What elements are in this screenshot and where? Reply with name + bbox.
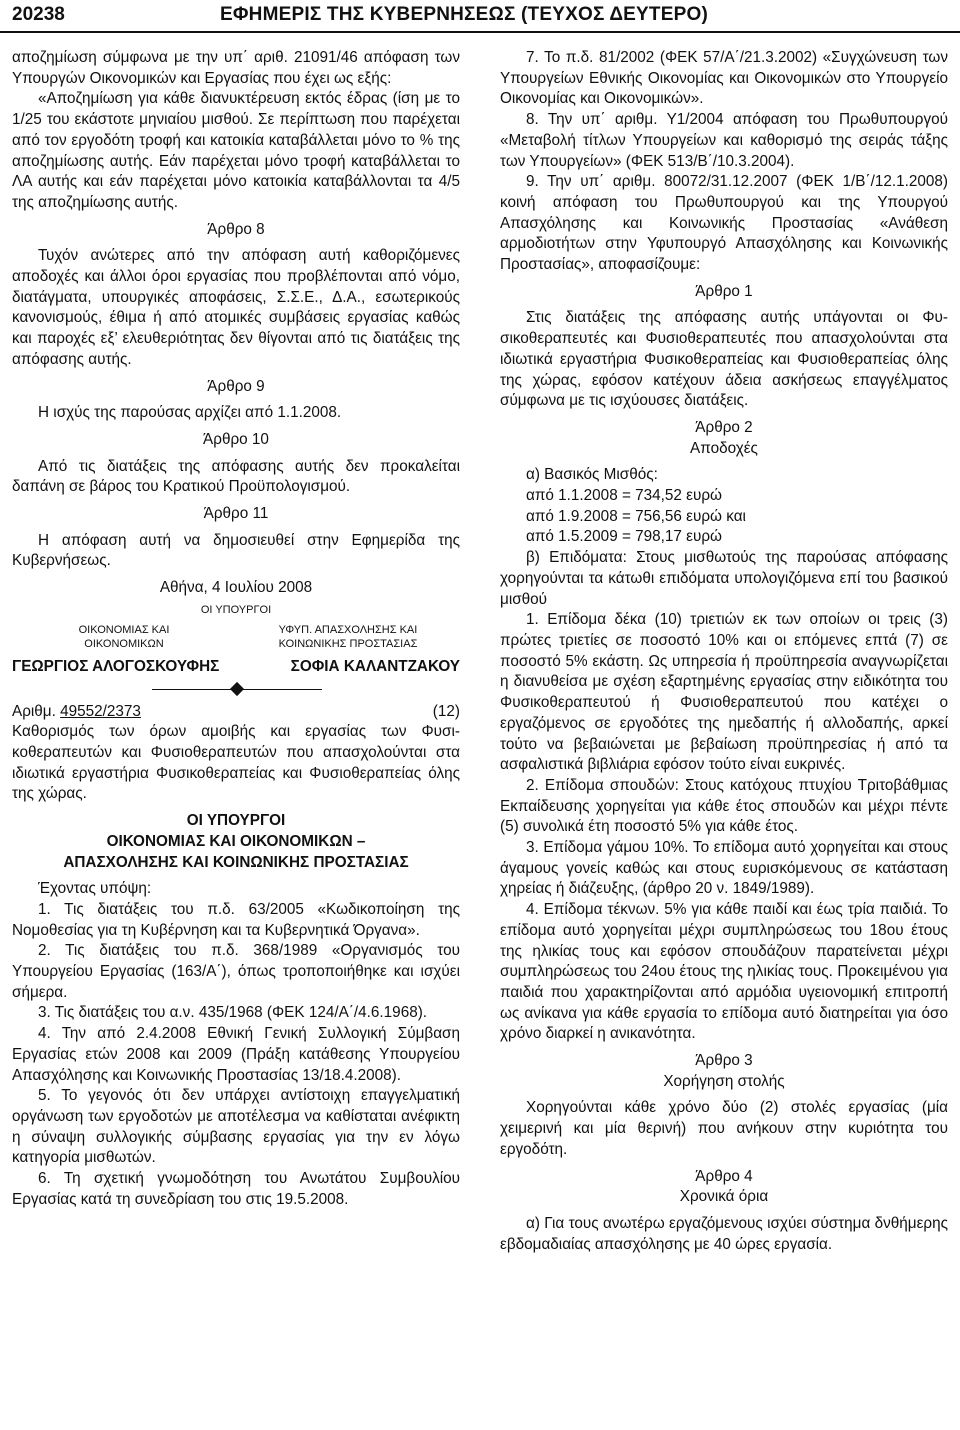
- article-4-title: Άρθρο 4: [695, 1167, 753, 1185]
- article-3-title: Άρθρο 3: [695, 1052, 753, 1070]
- article-9-text: Η ισχύς της παρούσας αρχίζει από 1.1.2008.: [38, 404, 342, 422]
- recital-item: 3. Τις διατάξεις του α.ν. 435/1968 (ΦΕΚ 124/Α΄/4.6.1968).: [38, 1004, 428, 1022]
- authority-line-2: ΟΙΚΟΝΟΜΙΑΣ ΚΑΙ ΟΙΚΟΝΟΜΙΚΩΝ –: [106, 832, 366, 850]
- article-4-subtitle: Χρονικά όρια: [679, 1188, 769, 1206]
- salary-line: από 1.9.2008 = 756,56 ευρώ και: [526, 507, 746, 525]
- article-3-subtitle: Χορήγηση στολής: [663, 1072, 785, 1090]
- left-column: [12, 48, 460, 1210]
- authority-line-3: ΑΠΑΣΧΟΛΗΣΗΣ ΚΑΙ ΚΟΙΝΩΝΙΚΗΣ ΠΡΟΣΤΑΣΙΑΣ: [63, 853, 409, 871]
- signatories-names: [12, 657, 460, 678]
- ref-number: 49552/2373: [60, 702, 141, 720]
- article-10-text: Από τις διατάξεις της απόφασης αυτής δεν προκαλείται δαπάνη σε βάρος του Κρατικού Προϋπολογισμού.: [12, 457, 460, 496]
- article-3-text: Χορηγούνται κάθε χρόνο δύο (2) στολές εργασίας (μία χειμερινή και μία θερινή) που ανήκουν στην κυριότητα του εργοδότη.: [500, 1099, 948, 1158]
- minister-2-name: ΣΟΦΙΑ ΚΑΛΑΝΤΖΑΚΟΥ: [290, 657, 460, 675]
- base-salary-label: α) Βασικός Μισθός:: [526, 466, 658, 484]
- article-10-title: Άρθρο 10: [203, 430, 269, 448]
- minister-1-role: ΟΙΚΟΝΟΜΙΑΣ ΚΑΙ ΟΙΚΟΝΟΜΙΚΩΝ: [78, 623, 170, 650]
- recital-item: 5. Το γεγονός ότι δεν υπάρχει αντίστοιχη επαγγελματική οργάνωση των εργοδοτών με αποτέλεσμα να καθίσταται ανέφικτη η σύναψη συλλογικής σύμβασης εργασίας για την εν λόγω κατηγορία μισθωτών.: [12, 1087, 460, 1167]
- page-header: [0, 0, 960, 34]
- recital-item: 4. Την από 2.4.2008 Εθνική Γενική Συλλογική Σύμβαση Εργασίας ετών 2008 και 2009 (Πράξη κατάθεσης Υπουργείου Απασχόλησης και Κοινωνικής Προστασίας 13/18.4.2008).: [12, 1025, 460, 1084]
- allowances-intro: β) Επιδόματα: Στους μισθωτούς της παρούσας απόφασης χορηγούνται τα κάτωθι επιδόματα υπολογιζόμενα επί του βασικού μισθού: [500, 549, 948, 608]
- recital-item: 1. Τις διατάξεις του π.δ. 63/2005 «Κωδικοποίηση της Νομοθεσίας για τη Κυβέρνηση και τα Κυβερνητικά Όργανα».: [12, 900, 460, 939]
- place-date: Αθήνα, 4 Ιουλίου 2008: [159, 579, 313, 597]
- recital-item: 2. Τις διατάξεις του π.δ. 368/1989 «Οργανισμός του Υπουργείου Εργασίας (163/Α΄), όπως τροποποιήθηκε και ισχύει σήμερα.: [12, 942, 460, 1001]
- recital-item: 6. Τη σχετική γνωμοδότηση του Ανωτάτου Συμβουλίου Εργασίας κατά τη συνεδρίαση του στις 19.5.2008.: [12, 1170, 460, 1208]
- quote-paragraph: «Αποζημίωση για κάθε διανυκτέρευση εκτός έδρας (ίση με το 1/25 του εκάστοτε μηνιαίου μισθού. Σε περίπτωση που παρέχεται από τον εργοδότη τροφή και κατοικία καταβάλλεται μόνο το % της αποζημίωσης αυτής. Εάν παρέχεται μόνο τροφή καταβάλλεται το ΛΑ αυτής και εάν παρέχεται μόνο κατοικία καταβάλλονται τα 4/5 της αποζημίωσης αυτής.: [12, 90, 460, 211]
- minister-1-name: ΓΕΩΡΓΙΟΣ ΑΛΟΓΟΣΚΟΥΦΗΣ: [12, 657, 220, 675]
- allowance-item: 2. Επίδομα σπουδών: Στους κατόχους πτυχίου Τριτοβάθμιας Εκπαίδευσης χορηγείται για κάθε έτος σπουδών και μέχρι πέντε (5) συνολικά έτη ποσοστό 5% για κάθε έτος.: [500, 776, 948, 836]
- diamond-icon: [230, 682, 244, 696]
- recital-item: 8. Την υπ΄ αριθμ. Υ1/2004 απόφαση του Πρωθυπουργού «Μεταβολή τίτλων Υπουργείων και καθορισμό της σειράς τάξης των Υπουργείων» (ΦΕΚ 513/Β΄/10.3.2004).: [500, 111, 948, 170]
- authority-line-1: ΟΙ ΥΠΟΥΡΓΟΙ: [186, 812, 286, 830]
- decision-reference: [12, 702, 460, 723]
- journal-title: ΕΦΗΜΕΡΙΣ ΤΗΣ ΚΥΒΕΡΝΗΣΕΩΣ (ΤΕΥΧΟΣ ΔΕΥΤΕΡΟ): [220, 4, 708, 25]
- allowance-item: 4. Επίδομα τέκνων. 5% για κάθε παιδί και έως τρία παιδιά. Το επίδομα αυτό χορηγείται μέχρι συμπληρώσεως του 18ου έτους της ηλικίας τους και εφόσον σπουδάζουν παρατείνεται μέχρι συμπληρώσεως του 24ου έτους της ηλικίας τους. Προκειμένου για παιδιά που χαρακτηρίζονται από αρμόδια υγειονομική επιτροπή ως ανίκανα για κάθε εργασία το επίδομα αυτό διατηρείται για όσο χρόνο διαρκεί η ανικανότητα.: [500, 901, 948, 1043]
- article-1-text: Στις διατάξεις της απόφασης αυτής υπάγονται οι Φυσικοθεραπευτές και Φυσιοθεραπευτές που απασχολούνται στα ιδιωτικά εργαστήρια Φυσικοθεραπείας και Φυσιοθεραπείας όλης της χώρας, εφόσον κατέχουν άδεια ασκήσεως επαγγέλματος σύμφωνα με τις ισχύουσες διατάξεις.: [500, 309, 948, 410]
- allowance-item: 3. Επίδομα γάμου 10%. Το επίδομα αυτό χορηγείται και στους άγαμους γονείς καθώς και στους ευρισκόμενους σε κατάσταση χηρείας ή διάζευξης, (άρθρο 20 ν. 1849/1989).: [500, 839, 948, 898]
- intro-paragraph: αποζημίωση σύμφωνα με την υπ΄ αριθ. 21091/46 απόφαση των Υπουργών Οικονομικών και Εργασίας που έχει ως εξής:: [12, 49, 460, 87]
- right-column: [500, 48, 948, 1255]
- ref-index: (12): [432, 702, 460, 720]
- signatories-roles: [12, 623, 460, 651]
- salary-line: από 1.1.2008 = 734,52 ευρώ: [526, 487, 722, 505]
- article-4-text: α) Για τους ανωτέρω εργαζόμενους ισχύει σύστημα δνθήμερης εβδομαδιαίας απασχόλησης με 40 ώρες εργασία.: [500, 1214, 948, 1253]
- article-9-title: Άρθρο 9: [207, 377, 265, 395]
- header-rule: [0, 31, 960, 33]
- having-regard: Έχοντας υπόψη:: [38, 880, 152, 898]
- article-8-text: Τυχόν ανώτερες από την απόφαση αυτή καθοριζόμενες αποδοχές και άλλοι όροι εργασίας που προβλέπονται από νόμο, διατάγματα, υπουργικές αποφάσεις, Σ.Σ.Ε., Δ.Α., εσωτερικούς κανονισμούς, έθιμα ή από ατομικές συμβάσεις εργασίας καθώς και παροχές εξ’ ελευθεριότητας δεν θίγονται από τις διατάξεις της απόφασης αυτής.: [12, 247, 460, 368]
- section-divider: [12, 682, 460, 698]
- article-8-title: Άρθρο 8: [207, 220, 265, 238]
- allowance-item: 1. Επίδομα δέκα (10) τριετιών εκ των οποίων οι τρεις (3) πρώτες τριετίες σε ποσοστό 10% και οι επόμενες επτά (7) σε ποσοστό 5% εκάστη. Ως υπηρεσία ή προϋπηρεσία αναγνωρίζεται η διανυθείσα με σχέση εξαρτημένης εργασίας στην ειδικότητα του Φυσικοθεραπευτού ή Φυσιοθεραπευτού που κατέχει ο εργαζόμενος σε εργοδότες της ημεδαπής ή αλλοδαπής, αρκεί τούτο να βεβαιώνεται με βεβαίωση προϋπηρεσίας ή από τα ασφαλιστικά βιβλιάρια εφόσον τούτο είναι ευκρινές.: [500, 611, 948, 774]
- article-11-title: Άρθρο 11: [203, 505, 269, 523]
- ministers-label: ΟΙ ΥΠΟΥΡΓΟΙ: [200, 603, 272, 616]
- article-2-title: Άρθρο 2: [695, 418, 753, 436]
- minister-2-role: ΥΦΥΠ. ΑΠΑΣΧΟΛΗΣΗΣ ΚΑΙ ΚΟΙΝΩΝΙΚΗΣ ΠΡΟΣΤΑΣΙΑΣ: [278, 623, 418, 650]
- recital-item: 9. Την υπ΄ αριθμ. 80072/31.12.2007 (ΦΕΚ 1/Β΄/12.1.2008) κοινή απόφαση του Πρωθυπουργού και της Υπουργού Απασχόλησης και Κοινωνικής Προστασίας «Ανάθεση αρμοδιοτήτων στην Υφυπουργό Απασχόλησης και Κοινωνικής Προστασίας», αποφασίζουμε:: [500, 173, 948, 274]
- article-2-subtitle: Αποδοχές: [690, 439, 758, 457]
- decision-title: Καθορισμός των όρων αμοιβής και εργασίας των Φυσικοθεραπευτών και Φυσιοθεραπευτών που απασχολούνται στα ιδιωτικά εργαστήρια Φυσικοθεραπείας και Φυσιοθεραπείας όλης της χώρας.: [12, 723, 460, 803]
- recital-item: 7. Το π.δ. 81/2002 (ΦΕΚ 57/Α΄/21.3.2002) «Συγχώνευση των Υπουργείων Εθνικής Οικονομίας και Οικονομικών στο Υπουργείο Οικονομίας και Οικονομικών».: [500, 49, 948, 108]
- article-1-title: Άρθρο 1: [695, 282, 753, 300]
- ref-prefix: Αριθμ.: [12, 702, 56, 720]
- page-number: 20238: [12, 4, 65, 25]
- article-11-text: Η απόφαση αυτή να δημοσιευθεί στην Εφημερίδα της Κυβερνήσεως.: [12, 531, 460, 570]
- salary-line: από 1.5.2009 = 798,17 ευρώ: [526, 528, 722, 546]
